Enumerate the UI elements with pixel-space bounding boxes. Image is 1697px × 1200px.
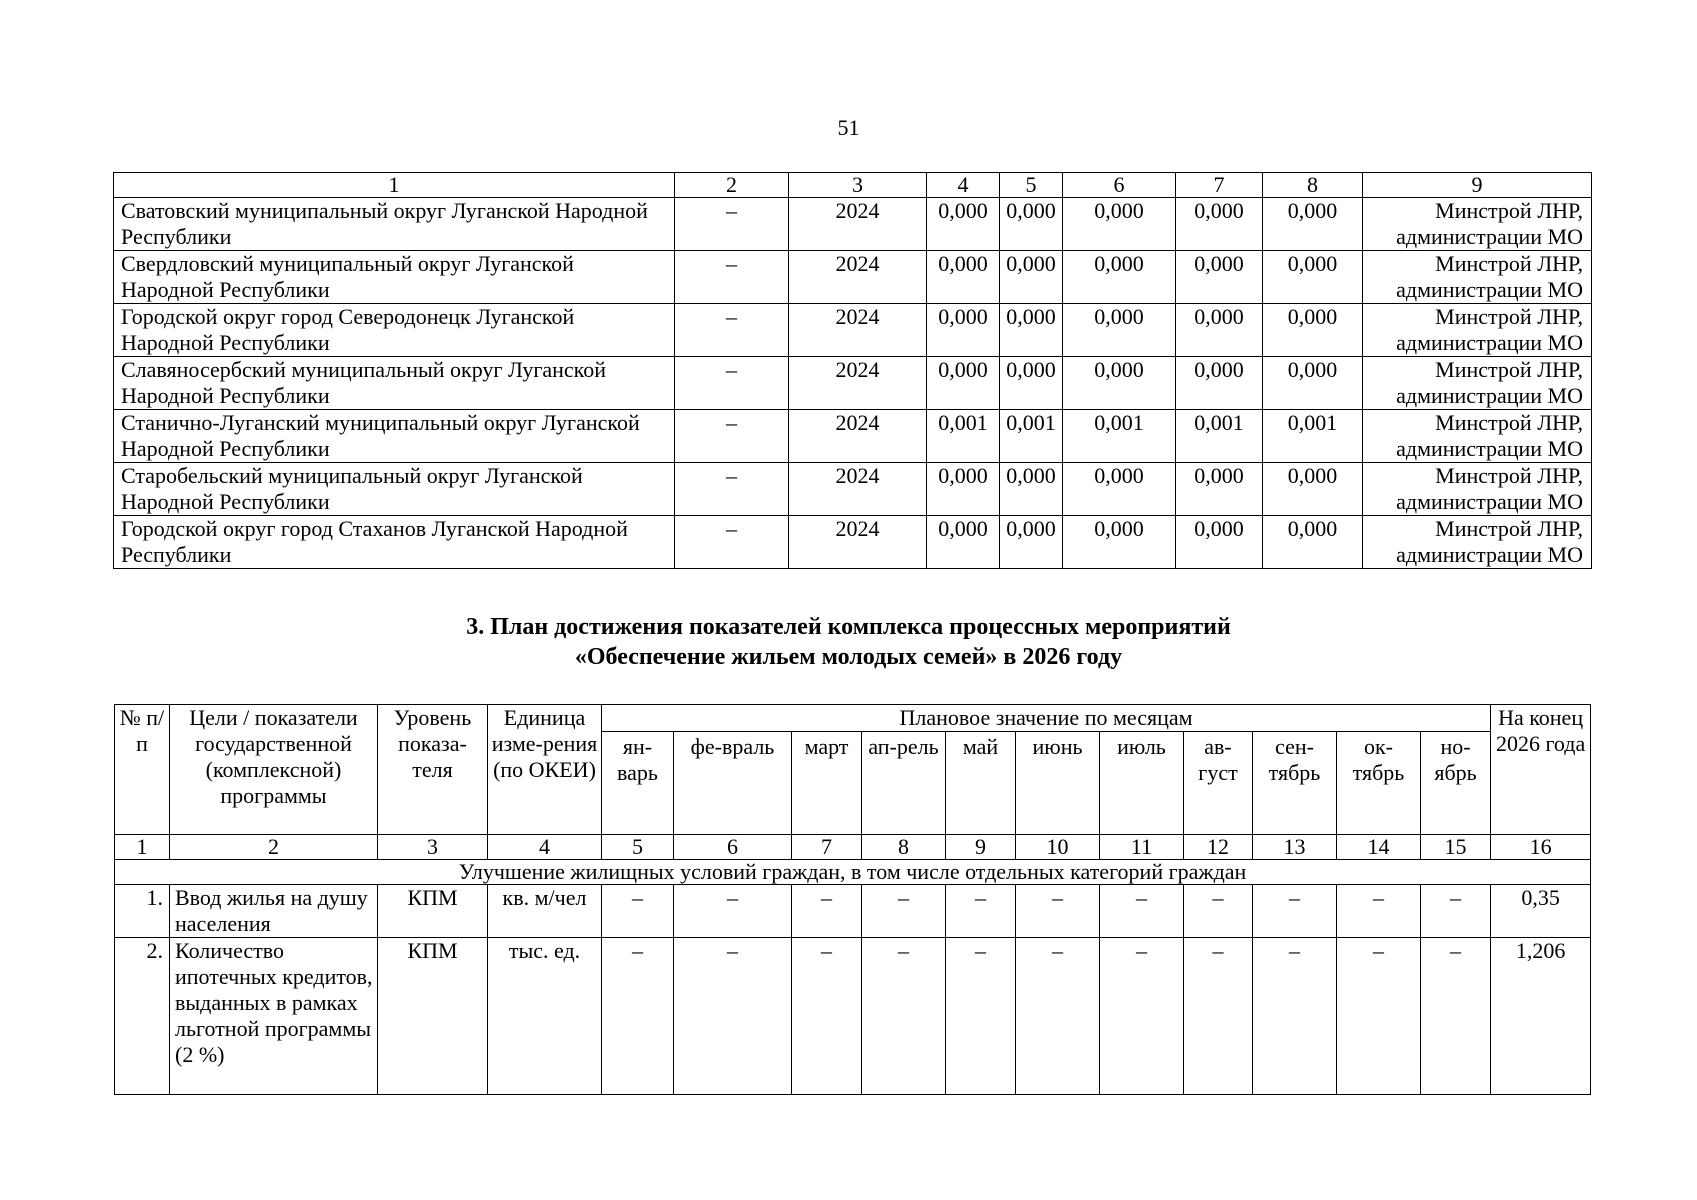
month-value: – xyxy=(1184,885,1253,938)
header-num: № п/п xyxy=(115,705,170,835)
value-cell: 0,000 xyxy=(927,516,1000,569)
dash-cell: – xyxy=(675,198,789,251)
value-cell: 0,001 xyxy=(1176,410,1263,463)
district-name: Сватовский муниципальный округ Луганской Народной Республики xyxy=(114,198,675,251)
index-cell: 3 xyxy=(378,835,488,860)
responsible-cell xyxy=(1363,357,1592,410)
value-cell: 0,000 xyxy=(927,198,1000,251)
value-cell: 0,000 xyxy=(1176,251,1263,304)
section-title-line: «Обеспечение жильем молодых семей» в 2026 году xyxy=(574,644,1123,670)
table1-header-cell: 2 xyxy=(675,173,789,198)
responsible-cell xyxy=(1363,198,1592,251)
header-month: июнь xyxy=(1016,732,1100,835)
value-cell: 0,000 xyxy=(1176,304,1263,357)
month-value: – xyxy=(602,938,674,1095)
table1-header-cell: 5 xyxy=(1000,173,1063,198)
index-cell: 6 xyxy=(674,835,792,860)
responsible-line: администрации МО xyxy=(1396,542,1583,567)
value-cell: 0,000 xyxy=(1263,304,1363,357)
header-month: ок-тябрь xyxy=(1337,732,1421,835)
responsible-line: администрации МО xyxy=(1396,383,1583,408)
table1-header-cell: 4 xyxy=(927,173,1000,198)
district-indicators-table xyxy=(113,172,1592,569)
value-cell: 0,000 xyxy=(1063,251,1176,304)
responsible-line: администрации МО xyxy=(1396,224,1583,249)
responsible-line: Минстрой ЛНР, xyxy=(1435,198,1583,223)
index-cell: 8 xyxy=(862,835,946,860)
month-value: – xyxy=(1100,885,1184,938)
responsible-line: администрации МО xyxy=(1396,277,1583,302)
row-number: 2. xyxy=(115,938,170,1095)
table-row xyxy=(114,516,1592,569)
month-value: – xyxy=(946,938,1016,1095)
dash-cell: – xyxy=(675,251,789,304)
month-value: – xyxy=(792,938,862,1095)
table-row xyxy=(114,198,1592,251)
section-title-line: 3. План достижения показателей комплекса процессных мероприятий xyxy=(466,614,1231,640)
month-value: – xyxy=(946,885,1016,938)
unit-cell: тыс. ед. xyxy=(488,938,602,1095)
table1-header-cell: 8 xyxy=(1263,173,1363,198)
table-row xyxy=(114,357,1592,410)
dash-cell: – xyxy=(675,463,789,516)
level-cell: КПМ xyxy=(378,885,488,938)
value-cell: 0,000 xyxy=(1263,251,1363,304)
dash-cell: – xyxy=(675,516,789,569)
table1-header-cell: 3 xyxy=(789,173,927,198)
month-value: – xyxy=(602,885,674,938)
value-cell: 0,000 xyxy=(1063,198,1176,251)
header-month: ап-рель xyxy=(862,732,946,835)
year-cell: 2024 xyxy=(789,357,927,410)
month-value: – xyxy=(1253,885,1337,938)
year-cell: 2024 xyxy=(789,410,927,463)
index-cell: 13 xyxy=(1253,835,1337,860)
responsible-line: Минстрой ЛНР, xyxy=(1435,304,1583,329)
value-cell: 0,000 xyxy=(1000,357,1063,410)
index-cell: 2 xyxy=(170,835,378,860)
header-month: май xyxy=(946,732,1016,835)
district-name: Славяносербский муниципальный округ Луганской Народной Республики xyxy=(114,357,675,410)
district-name: Городской округ город Стаханов Луганской Народной Республики xyxy=(114,516,675,569)
value-cell: 0,000 xyxy=(1000,516,1063,569)
value-cell: 0,000 xyxy=(1063,357,1176,410)
header-month: ян-варь xyxy=(602,732,674,835)
goal-cell: Ввод жилья на душу населения xyxy=(170,885,378,938)
month-value: – xyxy=(1421,938,1491,1095)
value-cell: 0,000 xyxy=(1000,463,1063,516)
table-row xyxy=(114,463,1592,516)
table-row xyxy=(115,885,1591,938)
header-plan: Плановое значение по месяцам xyxy=(602,705,1491,732)
district-name: Станично-Луганский муниципальный округ Луганской Народной Республики xyxy=(114,410,675,463)
responsible-cell xyxy=(1363,463,1592,516)
end-value: 0,35 xyxy=(1491,885,1591,938)
index-cell: 15 xyxy=(1421,835,1491,860)
value-cell: 0,000 xyxy=(927,463,1000,516)
header-month: ав-густ xyxy=(1184,732,1253,835)
value-cell: 0,000 xyxy=(1263,516,1363,569)
month-value: – xyxy=(1016,885,1100,938)
responsible-line: Минстрой ЛНР, xyxy=(1435,410,1583,435)
value-cell: 0,000 xyxy=(1000,251,1063,304)
index-cell: 4 xyxy=(488,835,602,860)
index-cell: 7 xyxy=(792,835,862,860)
table1-header-cell: 7 xyxy=(1176,173,1263,198)
table-row xyxy=(114,410,1592,463)
value-cell: 0,000 xyxy=(927,357,1000,410)
table-row xyxy=(115,938,1591,1095)
unit-cell: кв. м/чел xyxy=(488,885,602,938)
month-value: – xyxy=(1184,938,1253,1095)
value-cell: 0,001 xyxy=(927,410,1000,463)
responsible-cell xyxy=(1363,516,1592,569)
header-month: март xyxy=(792,732,862,835)
index-cell: 1 xyxy=(115,835,170,860)
responsible-line: Минстрой ЛНР, xyxy=(1435,516,1583,541)
value-cell: 0,000 xyxy=(1176,516,1263,569)
month-value: – xyxy=(674,885,792,938)
value-cell: 0,000 xyxy=(1000,304,1063,357)
month-value: – xyxy=(1421,885,1491,938)
district-name: Свердловский муниципальный округ Луганской Народной Республики xyxy=(114,251,675,304)
index-cell: 5 xyxy=(602,835,674,860)
month-value: – xyxy=(1100,938,1184,1095)
month-value: – xyxy=(1253,938,1337,1095)
year-cell: 2024 xyxy=(789,516,927,569)
year-cell: 2024 xyxy=(789,463,927,516)
month-value: – xyxy=(1337,885,1421,938)
header-goals: Цели / показатели государственной (комплексной) программы xyxy=(170,705,378,835)
section-title xyxy=(0,612,1697,672)
value-cell: 0,000 xyxy=(1176,463,1263,516)
index-cell: 9 xyxy=(946,835,1016,860)
table2-index-row xyxy=(115,835,1591,860)
index-cell: 16 xyxy=(1491,835,1591,860)
year-cell: 2024 xyxy=(789,251,927,304)
value-cell: 0,000 xyxy=(1263,463,1363,516)
header-end: На конец 2026 года xyxy=(1491,705,1591,835)
responsible-line: Минстрой ЛНР, xyxy=(1435,463,1583,488)
year-cell: 2024 xyxy=(789,304,927,357)
district-name: Старобельский муниципальный округ Луганской Народной Республики xyxy=(114,463,675,516)
value-cell: 0,000 xyxy=(1263,198,1363,251)
value-cell: 0,000 xyxy=(1176,198,1263,251)
value-cell: 0,001 xyxy=(1263,410,1363,463)
value-cell: 0,000 xyxy=(927,304,1000,357)
value-cell: 0,001 xyxy=(1063,410,1176,463)
page-number: 51 xyxy=(837,115,860,140)
end-value: 1,206 xyxy=(1491,938,1591,1095)
table-row xyxy=(114,304,1592,357)
responsible-line: администрации МО xyxy=(1396,489,1583,514)
goal-cell: Количество ипотечных кредитов, выданных в рамках льготной программы (2 %) xyxy=(170,938,378,1095)
value-cell: 0,000 xyxy=(1263,357,1363,410)
index-cell: 12 xyxy=(1184,835,1253,860)
year-cell: 2024 xyxy=(789,198,927,251)
value-cell: 0,000 xyxy=(1063,516,1176,569)
header-unit: Единица изме-рения (по ОКЕИ) xyxy=(488,705,602,835)
month-value: – xyxy=(862,885,946,938)
level-cell: КПМ xyxy=(378,938,488,1095)
value-cell: 0,001 xyxy=(1000,410,1063,463)
dash-cell: – xyxy=(675,410,789,463)
month-value: – xyxy=(1337,938,1421,1095)
responsible-line: Минстрой ЛНР, xyxy=(1435,251,1583,276)
month-value: – xyxy=(862,938,946,1095)
responsible-line: администрации МО xyxy=(1396,330,1583,355)
monthly-plan-table xyxy=(114,704,1591,1095)
responsible-cell xyxy=(1363,251,1592,304)
dash-cell: – xyxy=(675,304,789,357)
group-title: Улучшение жилищных условий граждан, в том числе отдельных категорий граждан xyxy=(115,860,1591,885)
responsible-cell xyxy=(1363,304,1592,357)
table1-header-cell: 1 xyxy=(114,173,675,198)
table2-group-row xyxy=(115,860,1591,885)
month-value: – xyxy=(792,885,862,938)
value-cell: 0,000 xyxy=(1176,357,1263,410)
table-row xyxy=(114,251,1592,304)
dash-cell: – xyxy=(675,357,789,410)
responsible-line: Минстрой ЛНР, xyxy=(1435,357,1583,382)
responsible-line: администрации МО xyxy=(1396,436,1583,461)
header-month: фе-враль xyxy=(674,732,792,835)
table1-header-row xyxy=(114,173,1592,198)
table1-header-cell: 9 xyxy=(1363,173,1592,198)
month-value: – xyxy=(1016,938,1100,1095)
index-cell: 14 xyxy=(1337,835,1421,860)
district-name: Городской округ город Северодонецк Луганской Народной Республики xyxy=(114,304,675,357)
responsible-cell xyxy=(1363,410,1592,463)
value-cell: 0,000 xyxy=(927,251,1000,304)
header-level: Уровень показа-теля xyxy=(378,705,488,835)
header-month: но-ябрь xyxy=(1421,732,1491,835)
header-month: сен-тябрь xyxy=(1253,732,1337,835)
row-number: 1. xyxy=(115,885,170,938)
month-value: – xyxy=(674,938,792,1095)
table2-header-row xyxy=(115,705,1591,732)
index-cell: 10 xyxy=(1016,835,1100,860)
value-cell: 0,000 xyxy=(1063,304,1176,357)
value-cell: 0,000 xyxy=(1000,198,1063,251)
value-cell: 0,000 xyxy=(1063,463,1176,516)
table1-header-cell: 6 xyxy=(1063,173,1176,198)
index-cell: 11 xyxy=(1100,835,1184,860)
header-month: июль xyxy=(1100,732,1184,835)
